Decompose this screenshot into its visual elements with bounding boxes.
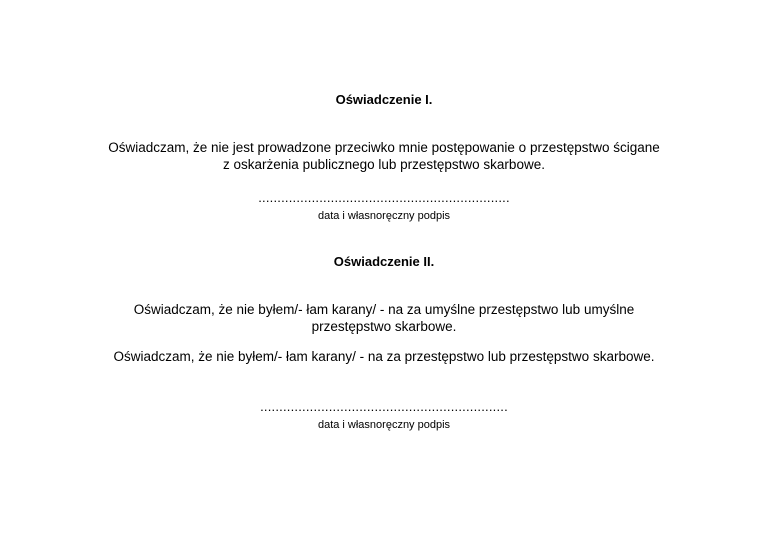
statement-2-signature-line: ................................................................. — [260, 399, 508, 414]
statement-2-para-1-line-1: Oświadczam, że nie byłem/- łam karany/ - na za umyślne przestępstwo lub umyślne — [133, 302, 635, 317]
statement-2-para-1-line-2: przestępstwo skarbowe. — [311, 319, 457, 334]
statement-1-signature-line: .................................................................. — [258, 190, 510, 205]
statement-1-text-line-2: z oskarżenia publicznego lub przestępstwo skarbowe. — [223, 157, 545, 172]
statement-2-signature-caption: data i własnoręczny podpis — [317, 419, 451, 431]
statement-1-text-line-1: Oświadczam, że nie jest prowadzone przeciwko mnie postępowanie o przestępstwo ścigane — [108, 140, 660, 155]
statement-1-signature-caption: data i własnoręczny podpis — [317, 210, 451, 222]
statement-2-title: Oświadczenie II. — [333, 254, 435, 269]
statement-2-para-2: Oświadczam, że nie byłem/- łam karany/ - na za przestępstwo lub przestępstwo skarbowe. — [113, 349, 655, 364]
statement-1-title: Oświadczenie I. — [335, 92, 433, 107]
